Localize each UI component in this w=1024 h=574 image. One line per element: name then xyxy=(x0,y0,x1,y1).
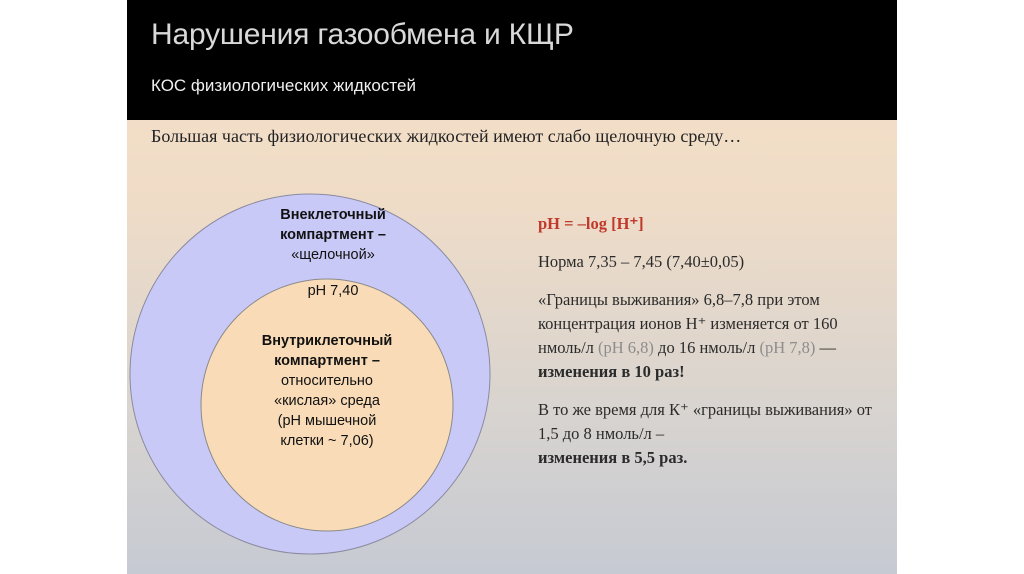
extracellular-title-1: Внеклеточный xyxy=(280,207,386,223)
survival-ph-high: (рН 7,8) xyxy=(759,338,816,357)
intracellular-label xyxy=(232,331,422,451)
survival-text-2: до 16 нмоль/л xyxy=(658,338,756,357)
info-panel xyxy=(538,212,888,484)
potassium-text: В то же время для К⁺ «границы выживания» от 1,5 до 8 нмоль/л – xyxy=(538,400,872,443)
slide-subtitle: КОС физиологических жидкостей xyxy=(151,76,416,95)
survival-change: изменения в 10 раз! xyxy=(538,362,685,381)
intracellular-line-6: клетки ~ 7,06) xyxy=(280,433,374,449)
survival-dash: — xyxy=(819,338,836,357)
intracellular-title-2: компартмент – xyxy=(274,353,380,369)
intracellular-title-1: Внутриклеточный xyxy=(261,333,393,349)
intracellular-line-3: относительно xyxy=(281,373,373,389)
norm-text: Норма 7,35 – 7,45 (7,40±0,05) xyxy=(538,252,745,271)
intracellular-line-5: (рН мышечной xyxy=(277,413,377,429)
extracellular-character: «щелочной» xyxy=(291,247,375,263)
slide-title: Нарушения газообмена и КЩР xyxy=(151,18,574,51)
survival-paragraph xyxy=(538,288,888,384)
survival-ph-low: (рН 6,8) xyxy=(598,338,654,357)
intracellular-line-4: «кислая» среда xyxy=(274,393,380,409)
intro-text: Большая часть физиологических жидкостей имеют слабо щелочную среду… xyxy=(151,126,742,146)
potassium-paragraph xyxy=(538,398,888,470)
potassium-change: изменения в 5,5 раз. xyxy=(538,448,688,467)
slide xyxy=(127,0,897,574)
ph-formula: pH = –log [H⁺] xyxy=(538,214,644,233)
extracellular-title-2: компартмент – xyxy=(280,227,386,243)
extracellular-ph: pH 7,40 xyxy=(307,283,359,299)
extracellular-label xyxy=(253,205,413,265)
survival-text-1: «Границы выживания» 6,8–7,8 при этом концентрация ионов Н⁺ изменяется от 160 нмоль/л xyxy=(538,290,838,357)
